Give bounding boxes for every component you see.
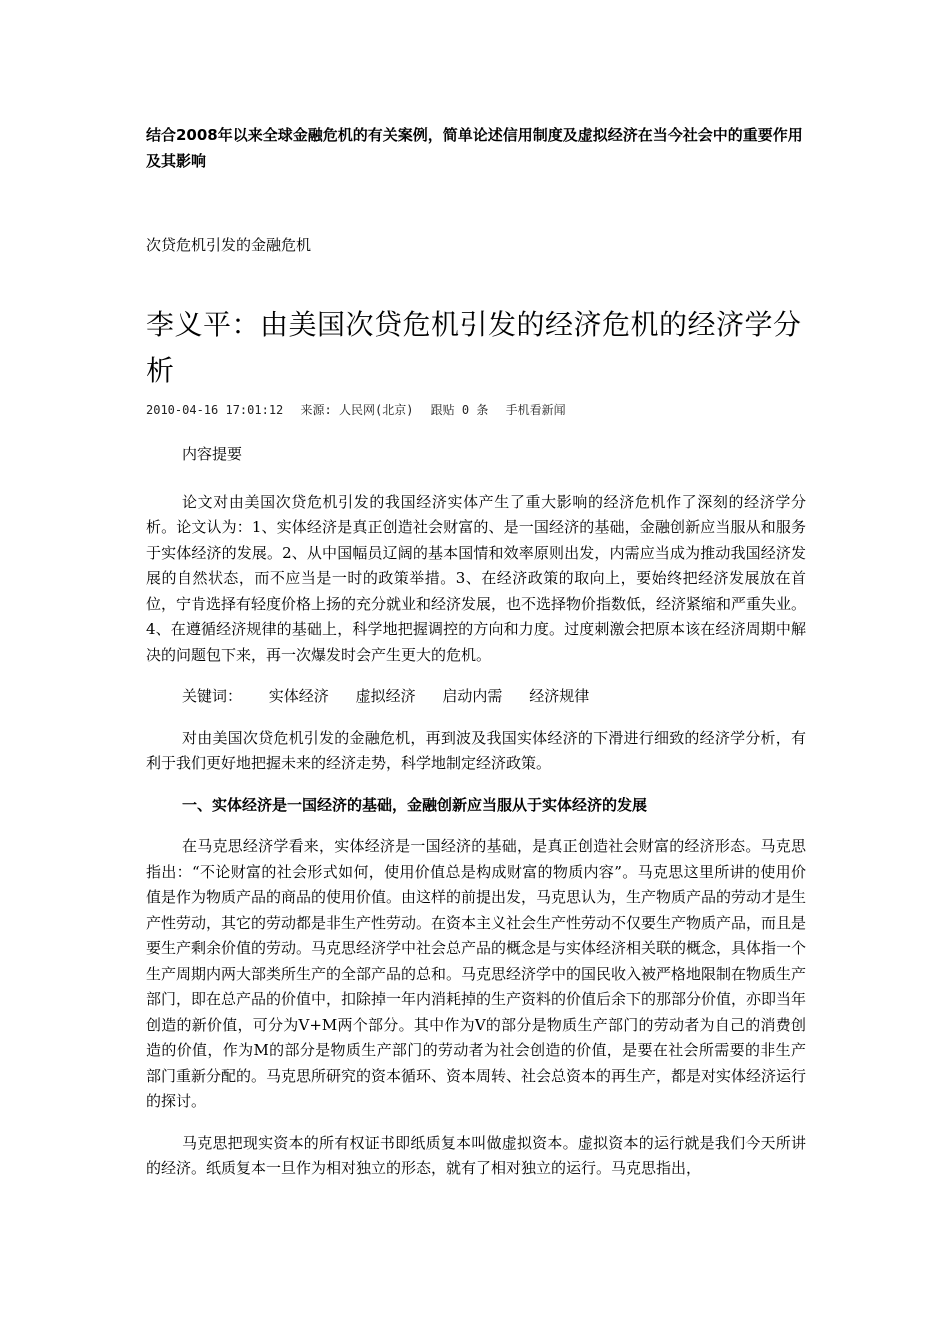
- article-title: 李义平：由美国次贷危机引发的经济危机的经济学分析: [146, 308, 802, 387]
- abstract-paragraph: 论文对由美国次贷危机引发的我国经济实体产生了重大影响的经济危机作了深刻的经济学分析。论文认为：1、实体经济是真正创造社会财富的、是一国经济的基础，金融创新应当服从和服务于实体经济的发展。2、从中国幅员辽阔的基本国情和效率原则出发，内需应当成为推动我国经济发展的自然状态，而不应当是一时的政策举措。3、在经济政策的取向上，要始终把经济发展放在首位，宁肯选择有轻度价格上扬的充分就业和经济发展，也不选择物价指数低，经济紧缩和严重失业。4、在遵循经济规律的基础上，科学地把握调控的方向和力度。过度刺激会把原本该在经济周期中解决的问题包下来，再一次爆发时会产生更大的危机。: [146, 492, 807, 664]
- document-subtitle: 次贷危机引发的金融危机: [146, 236, 312, 254]
- article-replies: 跟贴 0 条: [430, 403, 489, 417]
- mobile-news-link[interactable]: 手机看新闻: [505, 403, 566, 417]
- abstract-label: 内容提要: [182, 445, 243, 463]
- section-heading: 一、实体经济是一国经济的基础，金融创新应当服从于实体经济的发展: [182, 795, 648, 814]
- keywords-line: [146, 684, 806, 710]
- article-source: 来源: 人民网(北京): [300, 403, 414, 417]
- document-heading: 结合2008年以来全球金融危机的有关案例，简单论述信用制度及虚拟经济在当今社会中的重要作用及其影响: [146, 126, 803, 170]
- keywords-label: 关键词：: [182, 687, 243, 705]
- keyword-item: 启动内需: [442, 687, 503, 705]
- document-content: [146, 122, 806, 1182]
- article-datetime: 2010-04-16 17:01:12: [146, 403, 284, 417]
- keyword-item: 虚拟经济: [355, 687, 416, 705]
- body-paragraph: 马克思把现实资本的所有权证书即纸质复本叫做虚拟资本。虚拟资本的运行就是我们今天所讲的经济。纸质复本一旦作为相对独立的形态，就有了相对独立的运行。马克思指出，: [146, 1133, 806, 1177]
- keyword-item: 经济规律: [529, 687, 590, 705]
- article-meta: [146, 400, 806, 420]
- body-paragraph: 在马克思经济学看来，实体经济是一国经济的基础，是真正创造社会财富的经济形态。马克思指出：“不论财富的社会形式如何，使用价值总是构成财富的物质内容”。马克思这里所讲的使用价值是作为物质产品的商品的使用价值。由这样的前提出发，马克思认为，生产物质产品的劳动才是生产性劳动，其它的劳动都是非生产性劳动。在资本主义社会生产性劳动不仅要生产物质产品，而且是要生产剩余价值的劳动。马克思经济学中社会总产品的概念是与实体经济相关联的概念，具体指一个生产周期内两大部类所生产的全部产品的总和。马克思经济学中的国民收入被严格地限制在物质生产部门，即在总产品的价值中，扣除掉一年内消耗掉的生产资料的价值后余下的那部分价值，亦即当年创造的新价值，可分为V+M两个部分。其中作为V的部分是物质生产部门的劳动者为自己的消费创造的价值，作为M的部分是物质生产部门的劳动者为社会创造的价值，是要在社会所需要的非生产部门重新分配的。马克思所研究的资本循环、资本周转、社会总资本的再生产，都是对实体经济运行的探讨。: [146, 837, 807, 1110]
- keyword-item: 实体经济: [268, 687, 329, 705]
- intro-paragraph: 对由美国次贷危机引发的金融危机，再到波及我国实体经济的下滑进行细致的经济学分析，有利于我们更好地把握未来的经济走势，科学地制定经济政策。: [146, 728, 806, 772]
